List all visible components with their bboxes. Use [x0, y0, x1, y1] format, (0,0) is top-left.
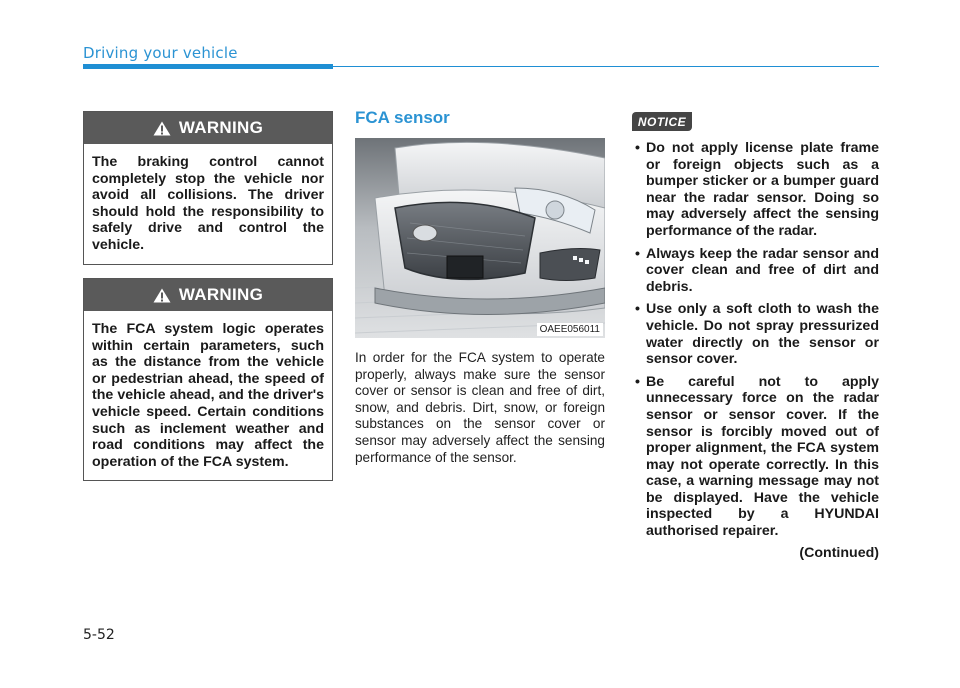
list-item: • Do not apply license plate frame or foreign objects such as a bumper sticker or a bumper guard near the radar sensor. Doing so may adversely affect the sensing performance of the radar. [633, 140, 879, 240]
warning-title: WARNING [178, 118, 264, 137]
warning-triangle-icon [153, 121, 171, 136]
section-header: Driving your vehicle [83, 44, 238, 62]
warning-box-fca-logic [83, 278, 333, 481]
notice-badge: NOTICE [632, 112, 692, 131]
warning-header [84, 112, 332, 144]
warning-header [84, 279, 332, 311]
header-rule-thick [83, 64, 333, 69]
list-item: • Always keep the radar sensor and cover clean and free of dirt and debris. [633, 246, 879, 296]
warning-title: WARNING [178, 285, 264, 304]
car-front-illustration [355, 138, 605, 338]
list-item: • Be careful not to apply unnecessary force on the radar sensor or sensor cover. If the sensor is forcibly moved out of proper alignment, the FCA system may not operate correctly. In this case, a warning message may not be displayed. Have the vehicle inspected by a HYUNDAI authorised repairer. [633, 374, 879, 540]
body-paragraph: In order for the FCA system to operate properly, always make sure the sensor cover or sensor is clean and free of dirt, snow, and debris. Dirt, snow, or foreign substances on the sensor cover or sensor may adversely affect the sensing performance of the sensor. [355, 350, 605, 465]
header-rule-thin [333, 66, 879, 67]
warning-box-braking [83, 111, 333, 265]
warning-text: The braking control cannot completely stop the vehicle nor avoid all collisions. The driver should hold the responsibility to safely drive and control the vehicle. [92, 154, 324, 253]
continued-label: (Continued) [799, 545, 879, 561]
warning-text: The FCA system logic operates within certain parameters, such as the distance from the vehicle or pedestrian ahead, the speed of the vehicle ahead, and the driver's vehicle speed. Certain conditions such as inclement weather and road conditions may affect the operation of the FCA system. [92, 321, 324, 470]
car-front-sensor-image [355, 138, 605, 338]
page-number: 5-52 [83, 627, 115, 643]
notice-list [633, 140, 879, 546]
image-caption: OAEE056011 [537, 323, 603, 336]
list-item: • Use only a soft cloth to wash the vehicle. Do not spray pressurized water directly on the sensor or sensor cover. [633, 301, 879, 367]
section-title: FCA sensor [355, 108, 450, 127]
warning-triangle-icon [153, 288, 171, 303]
